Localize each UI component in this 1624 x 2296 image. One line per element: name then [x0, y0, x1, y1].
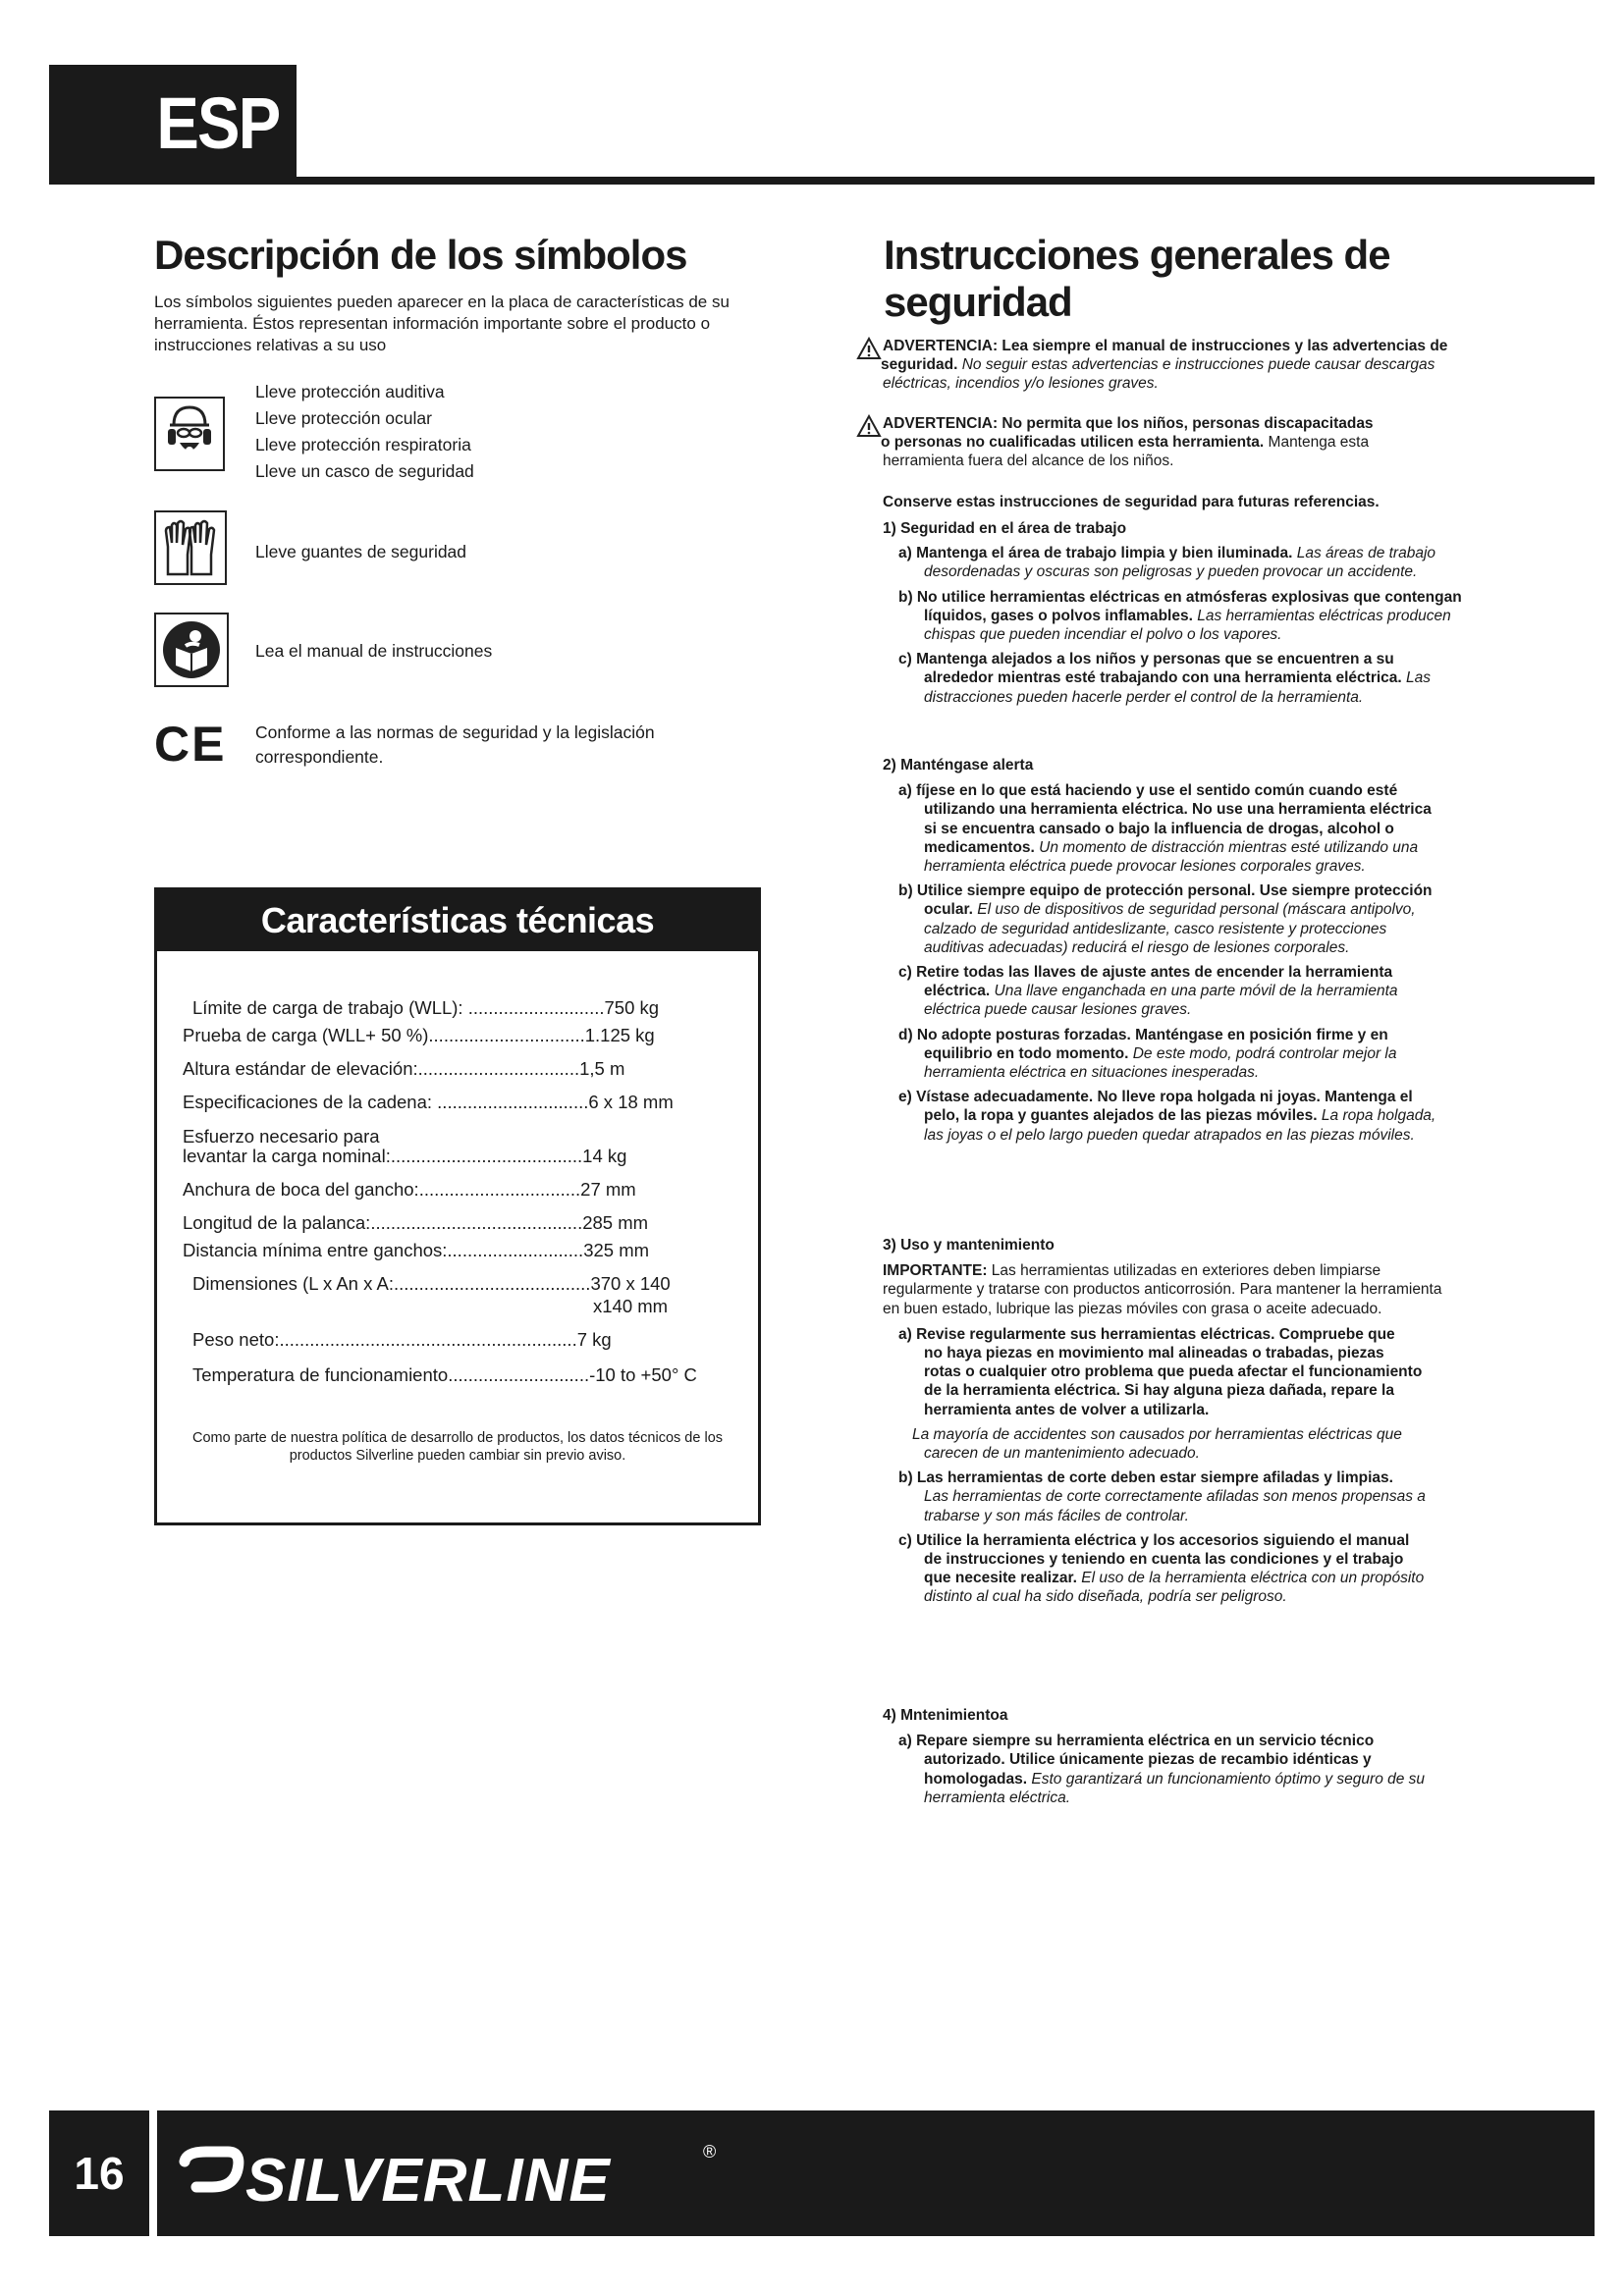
- spec-row: Altura estándar de elevación:................................1,5 m: [183, 1058, 625, 1079]
- warning-icon: [856, 414, 882, 438]
- spec-row: Temperatura de funcionamiento............................-10 to +50° C: [192, 1364, 697, 1385]
- ce-label: Conforme a las normas de seguridad y la legislación correspondiente.: [255, 722, 655, 767]
- svg-text:SILVERLINE: SILVERLINE: [245, 2147, 611, 2215]
- spec-row: Límite de carga de trabajo (WLL): ...........................750 kg: [192, 997, 660, 1018]
- warning-1: ADVERTENCIA: Lea siempre el manual de instrucciones y las advertencias de seguridad. No seguir estas advertencias e instrucciones puede causar descargas eléctricas, incendios y/o lesiones graves.: [881, 338, 1448, 393]
- spec-row: Dimensiones (L x An x A:.......................................370 x 140: [192, 1273, 671, 1294]
- spec-row: Longitud de la palanca:..........................................285 mm: [183, 1212, 649, 1233]
- footer-separator: [149, 2110, 157, 2236]
- ppe-list: [255, 379, 474, 485]
- page-number: 16: [74, 2148, 125, 2199]
- spec-row: x140 mm: [593, 1296, 669, 1316]
- safety-title-line1: Instrucciones generales de: [884, 232, 1390, 278]
- svg-text:®: ®: [703, 2142, 717, 2162]
- ppe-helmet: Lleve un casco de seguridad: [255, 461, 474, 481]
- specs-title: Características técnicas: [157, 890, 758, 951]
- section-heading: 4) Mntenimientoa: [883, 1707, 1008, 1724]
- ppe-hearing: Lleve protección auditiva: [255, 382, 445, 401]
- ppe-eye: Lleve protección ocular: [255, 408, 432, 428]
- spec-row: Distancia mínima entre ganchos:...........................325 mm: [183, 1240, 650, 1260]
- ce-mark-icon: CE: [154, 717, 227, 772]
- section-4: 4) Mntenimientoa a) Repare siempre su herramienta eléctrica en un servicio técnico autorizado. Utilice únicamente piezas de recambio idénticas y homologadas. Esto garantizará un funcionamiento óptimo y seguro de su herramienta eléctrica.: [883, 1706, 1599, 1807]
- section-1: 1) Seguridad en el área de trabajo a) Mantenga el área de trabajo limpia y bien iluminada. Las áreas de trabajo desordenadas y oscuras son peligrosas y pueden provocar un accidente. b) No utilice herramientas eléctricas en atmósferas explosivas que contengan líquidos, gases o polvos inflamables. Las herramientas eléctricas producen chispas que pueden incendiar el polvo o los vapores. c) Mantenga alejados a los niños y personas que se encuentren a su alrededor mientras esté trabajando con una herramienta eléctrica. Las distracciones pueden hacerle perder el control de la herramienta.: [883, 519, 1599, 707]
- gloves-label: Lleve guantes de seguridad: [255, 542, 467, 561]
- section-heading: 1) Seguridad en el área de trabajo: [883, 520, 1127, 537]
- warning-2: ADVERTENCIA: No permita que los niños, personas discapacitadas o personas no cualificadas utilicen esta herramienta. Mantenga esta herramienta fuera del alcance de los niños.: [881, 415, 1374, 470]
- section-3: 3) Uso y mantenimiento IMPORTANTE: Las herramientas utilizadas en exteriores deben limpiarse regularmente y tratarse con productos anticorrosión. Para mantener la herramienta en buen estado, lubrique las piezas móviles con grasa o aceite adecuado. a) Revise regularmente sus herramientas eléctricas. Compruebe que no haya piezas en movimiento mal alineadas o trabadas, piezas rotas o cualquier otro problema que pueda afectar el funcionamiento de la herramienta eléctrica. Si hay alguna pieza dañada, repare la herramienta antes de volver a utilizarla. La mayoría de accidentes son causados por herramientas eléctricas que carecen de un mantenimiento adecuado. b) Las herramientas de corte deben estar siempre afiladas y limpias. Las herramientas de corte correctamente afiladas son menos propensas a trabarse y son más fáciles de controlar. c) Utilice la herramienta eléctrica y los accesorios siguiendo el manual de instrucciones y teniendo en cuenta las condiciones y el trabajo que necesite realizar. El uso de la herramienta eléctrica con un propósito distinto al cual ha sido diseñada, podría ser peligroso.: [883, 1236, 1599, 1607]
- spec-row: Esfuerzo necesario para: [183, 1126, 380, 1147]
- language-code: ESP: [156, 81, 280, 164]
- gloves-icon: [154, 510, 227, 585]
- silverline-logo: [177, 2140, 727, 2218]
- specs-note: Como parte de nuestra política de desarrollo de productos, los datos técnicos de los productos Silverline pueden cambiar sin previo aviso.: [191, 1430, 724, 1464]
- spec-row: Anchura de boca del gancho:................................27 mm: [183, 1179, 636, 1200]
- manual-label: Lea el manual de instrucciones: [255, 641, 493, 661]
- section-heading: 3) Uso y mantenimiento: [883, 1237, 1055, 1254]
- manual-icon: [154, 613, 229, 687]
- header-rule: [49, 177, 1595, 185]
- ppe-icon: [154, 397, 225, 471]
- section-2: 2) Manténgase alerta a) fíjese en lo que está haciendo y use el sentido común cuando esté utilizando una herramienta eléctrica. No use una herramienta eléctrica si se encuentra cansado o bajo la influencia de drogas, alcohol o medicamentos. Un momento de distracción mientras esté utilizando una herramienta eléctrica puede provocar lesiones corporales graves. b) Utilice siempre equipo de protección personal. Use siempre protección ocular. El uso de dispositivos de seguridad personal (máscara antipolvo, calzado de seguridad antideslizante, casco resistente y protecciones auditivas adecuadas) reducirá el riesgo de lesiones corporales. c) Retire todas las llaves de ajuste antes de encender la herramienta eléctrica. Una llave enganchada en una parte móvil de la herramienta eléctrica puede causar lesiones graves. d) No adopte posturas forzadas. Manténgase en posición firme y en equilibrio en todo momento. De este modo, podrá controlar mejor la herramienta eléctrica en situaciones inesperadas. e) Vístase adecuadamente. No lleve ropa holgada ni joyas. Mantenga el pelo, la ropa y guantes alejados de las piezas móviles. La ropa holgada, las joyas o el pelo largo pueden quedar atrapados en las piezas móviles.: [883, 756, 1599, 1145]
- spec-row: levantar la carga nominal:......................................14 kg: [183, 1146, 627, 1166]
- section-heading: 2) Manténgase alerta: [883, 757, 1034, 774]
- spec-row: Peso neto:...........................................................7 kg: [192, 1329, 612, 1350]
- warning-icon: [856, 337, 882, 360]
- symbols-intro: Los símbolos siguientes pueden aparecer en la placa de características de su herramienta. Éstos representan información importante sobre el producto o instrucciones relativas a su uso: [154, 293, 730, 354]
- safety-title-line2: seguridad: [884, 279, 1072, 325]
- keep-instructions: Conserve estas instrucciones de seguridad para futuras referencias.: [883, 494, 1380, 510]
- spec-row: Especificaciones de la cadena: ..............................6 x 18 mm: [183, 1092, 674, 1112]
- ppe-respiratory: Lleve protección respiratoria: [255, 435, 471, 454]
- symbols-title: Descripción de los símbolos: [154, 232, 687, 278]
- spec-row: Prueba de carga (WLL+ 50 %)...............................1.125 kg: [183, 1025, 655, 1045]
